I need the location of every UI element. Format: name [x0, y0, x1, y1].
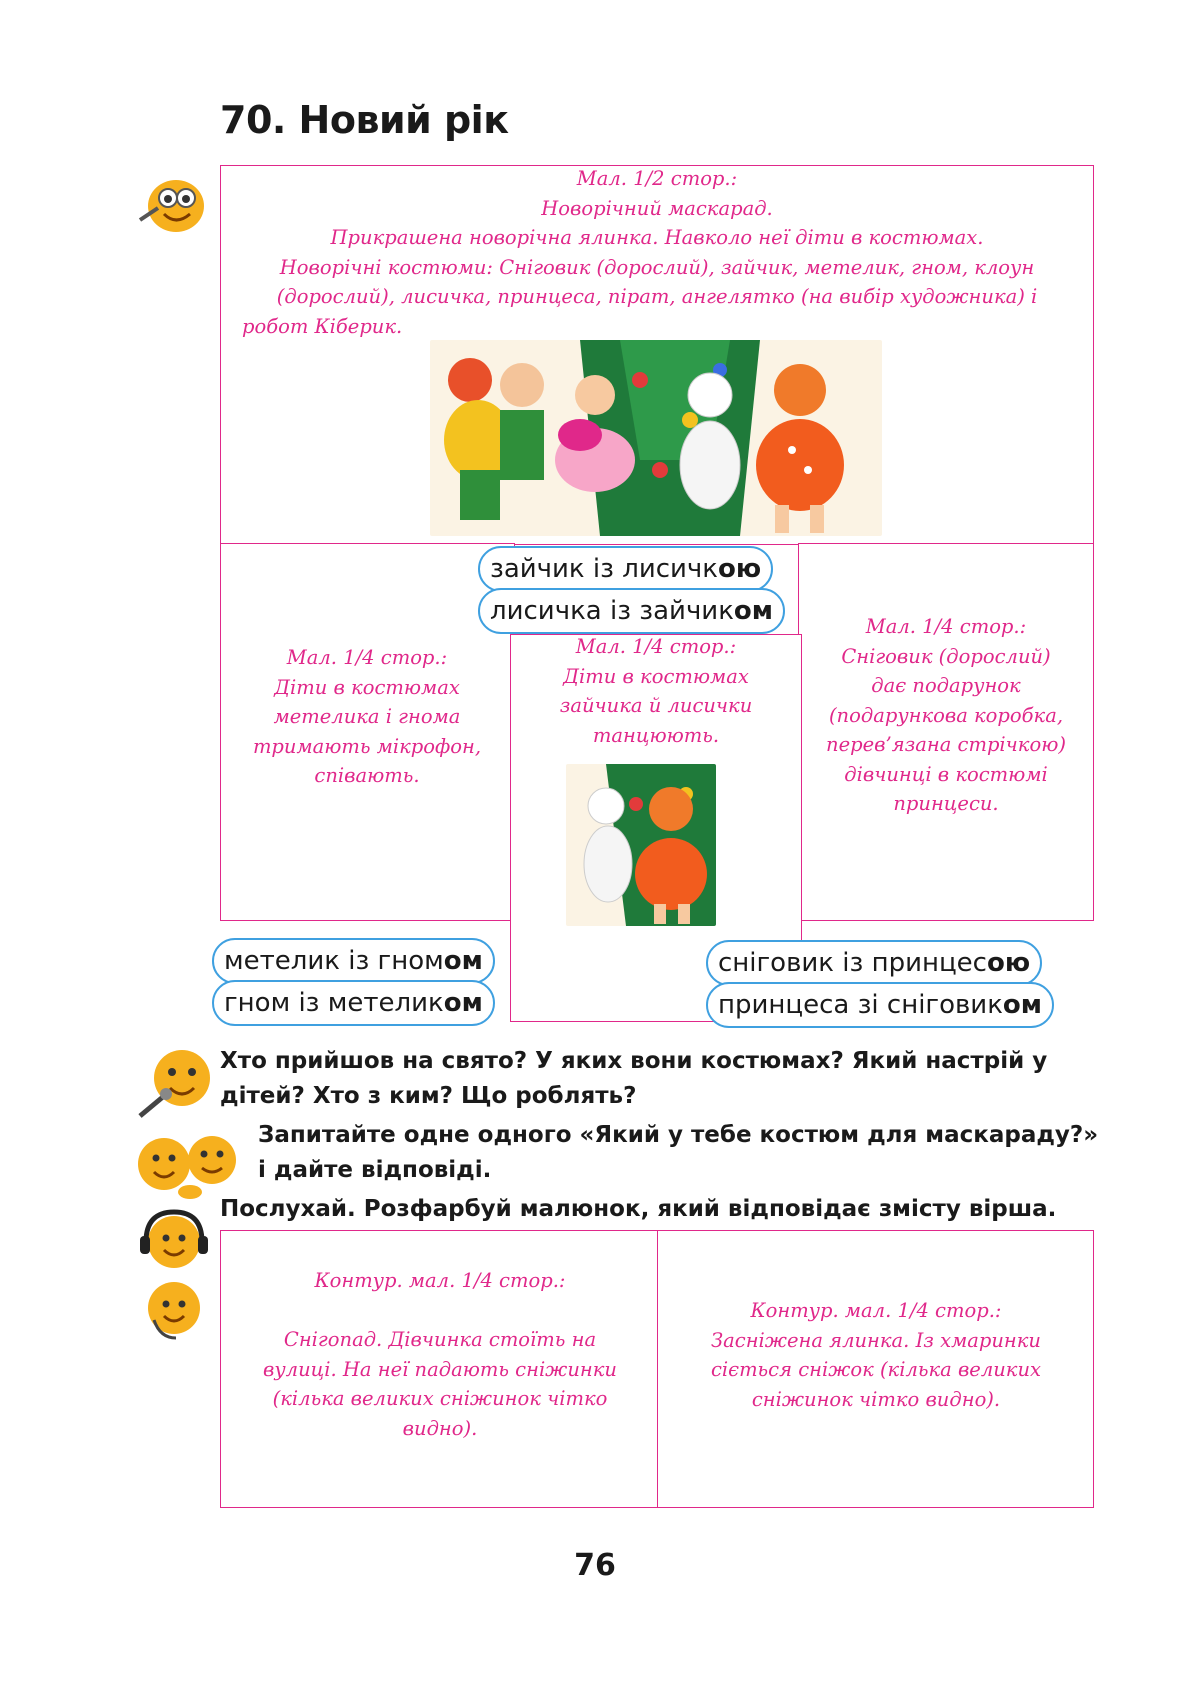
- note-line: [236, 1296, 644, 1326]
- phrase-cloud: зайчик із лисичкою: [478, 546, 773, 592]
- note-line: вулиці. На неї падають сніжинки: [263, 1357, 617, 1381]
- phrase-cloud: лисичка із зайчиком: [478, 588, 785, 634]
- page-title: 70. Новий рік: [220, 98, 509, 142]
- page-number: 76: [574, 1548, 616, 1583]
- question-1: [220, 1044, 1100, 1114]
- phrase-cloud: принцеса зі сніговиком: [706, 982, 1054, 1028]
- question-2: [258, 1118, 1100, 1188]
- note-right: [806, 612, 1086, 819]
- note-line: Новорічний маскарад.: [541, 196, 773, 220]
- note-center: [516, 632, 796, 750]
- note-line: дівчинці в костюмі: [844, 762, 1048, 786]
- microphone-emoji-icon: [134, 1044, 218, 1120]
- note-bottom-right: [670, 1296, 1082, 1414]
- note-line: Діти в костюмах: [274, 675, 460, 699]
- headphones-emoji-icon: [134, 1204, 214, 1276]
- note-line: Снігопад. Дівчинка стоїть на: [283, 1328, 597, 1351]
- note-line: (подарункова коробка,: [828, 703, 1064, 727]
- note-line: Прикрашена новорічна ялинка. Навколо неї діти в костюмах.: [330, 226, 984, 249]
- note-line: Мал. 1/4 стор.:: [865, 615, 1027, 638]
- phrase-cloud: гном із метеликом: [212, 980, 495, 1026]
- note-line: робот Кіберик.: [242, 314, 403, 338]
- note-line: зайчика й лисички: [559, 694, 753, 717]
- note-line: дає подарунок: [871, 674, 1021, 697]
- note-line: Контур. мал. 1/4 стор.:: [750, 1299, 1002, 1322]
- note-line: перев’язана стрічкою): [826, 733, 1066, 756]
- dancing-children-illustration: [566, 764, 716, 926]
- note-line: тримають мікрофон,: [252, 734, 482, 758]
- note-line: співають.: [314, 764, 420, 787]
- note-left: [236, 643, 498, 791]
- question-line: і дайте відповіді.: [258, 1157, 492, 1183]
- note-line: Новорічні костюми: Сніговик (дорослий), зайчик, метелик, гном, клоун: [279, 255, 1035, 279]
- note-line: Контур. мал. 1/4 стор.:: [314, 1269, 566, 1292]
- note-top: [222, 164, 1092, 341]
- note-line: (кілька великих сніжинок чітко: [272, 1387, 608, 1410]
- note-line: сіється сніжок (кілька великих: [710, 1358, 1042, 1381]
- note-line: сніжинок чітко видно).: [751, 1387, 1001, 1411]
- note-line: Засніжена ялинка. Із хмаринки: [711, 1328, 1041, 1352]
- note-line: видно).: [402, 1416, 478, 1440]
- note-bottom-left: [236, 1266, 644, 1443]
- note-line: Мал. 1/4 стор.:: [575, 635, 737, 658]
- note-line: Сніговик (дорослий): [841, 644, 1051, 668]
- note-line: (дорослий), лисичка, принцеса, пірат, ангелятко (на вибір художника) і: [276, 285, 1038, 308]
- question-line: дітей? Хто з ким? Що роблять?: [220, 1083, 637, 1109]
- question-line: Запитайте одне одного «Який у тебе костюм для маскараду?»: [258, 1122, 1099, 1148]
- note-line: Мал. 1/2 стор.:: [576, 167, 738, 190]
- phrase-cloud: сніговик із принцесою: [706, 940, 1042, 986]
- note-line: принцеси.: [893, 792, 999, 815]
- note-line: танцюють.: [592, 723, 720, 747]
- note-line: Мал. 1/4 стор.:: [286, 646, 448, 669]
- masquerade-illustration: [430, 340, 882, 536]
- note-line: Діти в костюмах: [563, 664, 749, 688]
- question-3: Послухай. Розфарбуй малюнок, який відповідає змісту вірша.: [220, 1196, 1057, 1222]
- magnifier-emoji-icon: [128, 168, 208, 234]
- note-line: метелика і гнома: [273, 705, 461, 728]
- headset-emoji-icon: [136, 1276, 212, 1346]
- question-line: Хто прийшов на свято? У яких вони костюмах? Який настрій у: [220, 1048, 1048, 1074]
- phrase-cloud: метелик із гномом: [212, 938, 495, 984]
